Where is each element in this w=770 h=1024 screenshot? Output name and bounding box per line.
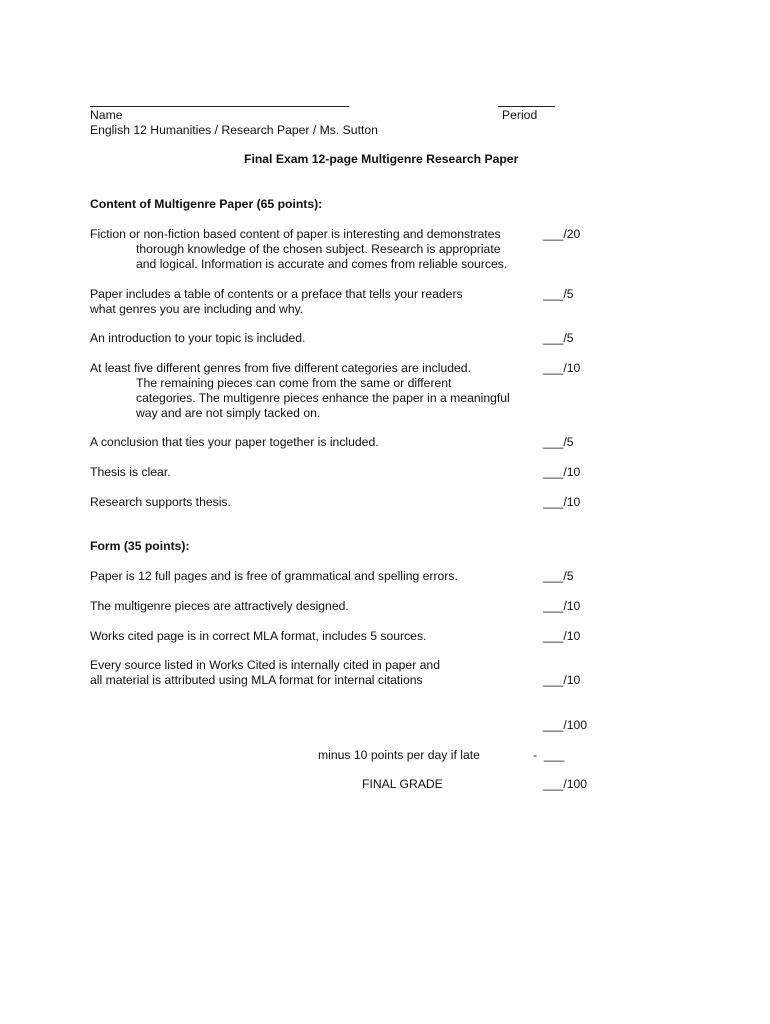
page-title: Final Exam 12-page Multigenre Research Paper [244, 152, 519, 166]
course-line: English 12 Humanities / Research Paper / Ms. Sutton [90, 123, 378, 137]
form-item-1-line-1: Paper is 12 full pages and is free of grammatical and spelling errors. [90, 569, 458, 583]
late-penalty-score[interactable]: - ___ [533, 748, 565, 762]
late-penalty-label: minus 10 points per day if late [318, 748, 480, 762]
content-item-4-line-3: categories. The multigenre pieces enhance the paper in a meaningful [136, 391, 510, 405]
period-blank-line [498, 106, 555, 107]
form-section-heading: Form (35 points): [90, 539, 190, 553]
form-item-4-line-2: all material is attributed using MLA format for internal citations [90, 673, 423, 687]
content-item-4-score[interactable]: ___/10 [543, 361, 581, 375]
content-item-5-score[interactable]: ___/5 [543, 435, 574, 449]
content-item-6-line-1: Thesis is clear. [90, 465, 171, 479]
form-item-3-line-1: Works cited page is in correct MLA format, includes 5 sources. [90, 629, 427, 643]
content-item-6-score[interactable]: ___/10 [543, 465, 581, 479]
content-item-1-line-1: Fiction or non-fiction based content of paper is interesting and demonstrates [90, 227, 501, 241]
content-item-2-line-1: Paper includes a table of contents or a preface that tells your readers [90, 287, 463, 301]
content-item-3-line-1: An introduction to your topic is included. [90, 331, 306, 345]
subtotal-score[interactable]: ___/100 [543, 718, 588, 732]
content-item-1-score[interactable]: ___/20 [543, 227, 581, 241]
form-item-2-line-1: The multigenre pieces are attractively designed. [90, 599, 349, 613]
form-item-2-score[interactable]: ___/10 [543, 599, 581, 613]
content-item-1-line-3: and logical. Information is accurate and comes from reliable sources. [136, 257, 508, 271]
content-item-7-score[interactable]: ___/10 [543, 495, 581, 509]
name-blank-line [90, 106, 349, 107]
content-item-1-line-2: thorough knowledge of the chosen subject. Research is appropriate [136, 242, 501, 256]
content-item-2-line-2: what genres you are including and why. [90, 302, 304, 316]
final-grade-label: FINAL GRADE [362, 777, 443, 791]
form-item-4-score[interactable]: ___/10 [543, 673, 581, 687]
content-item-5-line-1: A conclusion that ties your paper together is included. [90, 435, 379, 449]
name-label: Name [90, 108, 123, 122]
content-item-3-score[interactable]: ___/5 [543, 331, 574, 345]
form-item-4-line-1: Every source listed in Works Cited is internally cited in paper and [90, 658, 440, 672]
content-item-7-line-1: Research supports thesis. [90, 495, 231, 509]
content-item-4-line-4: way and are not simply tacked on. [136, 406, 321, 420]
form-item-3-score[interactable]: ___/10 [543, 629, 581, 643]
content-section-heading: Content of Multigenre Paper (65 points): [90, 197, 323, 211]
final-grade-score[interactable]: ___/100 [543, 777, 588, 791]
form-item-1-score[interactable]: ___/5 [543, 569, 574, 583]
content-item-2-score[interactable]: ___/5 [543, 287, 574, 301]
content-item-4-line-1: At least five different genres from five different categories are included. [90, 361, 471, 375]
content-item-4-line-2: The remaining pieces can come from the same or different [136, 376, 452, 390]
period-label: Period [502, 108, 538, 122]
